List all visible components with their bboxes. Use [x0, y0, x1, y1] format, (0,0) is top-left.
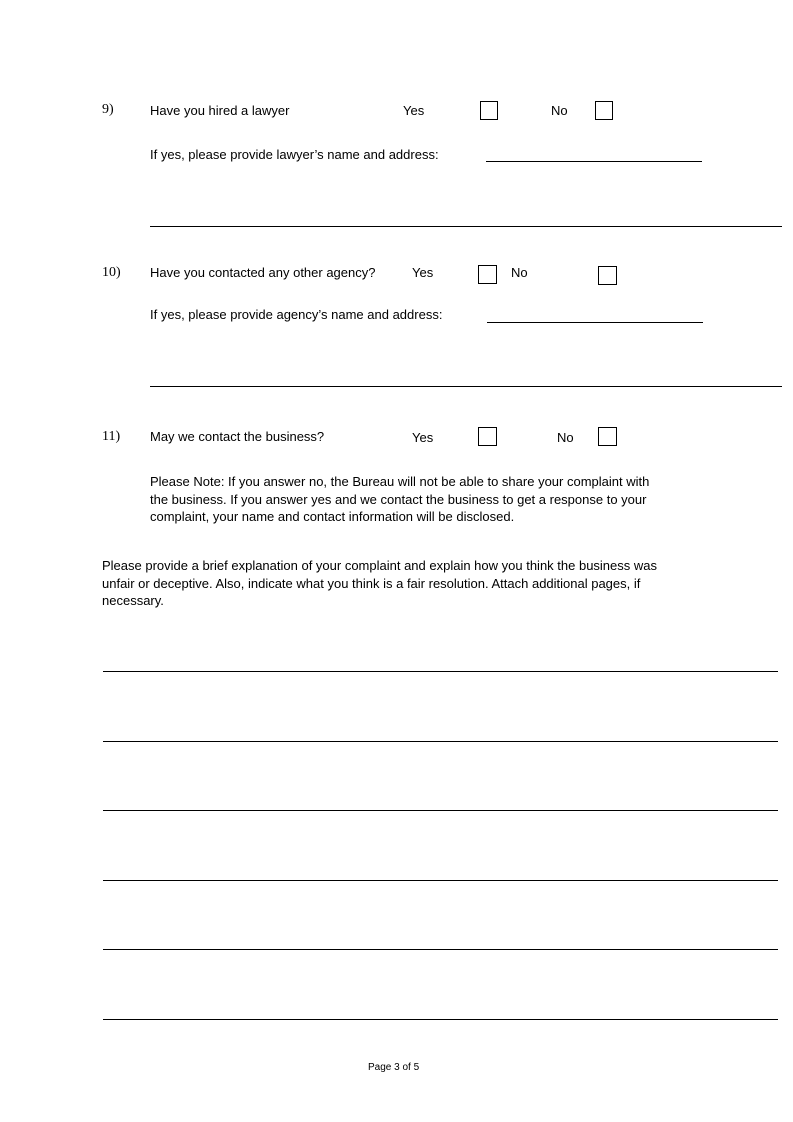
question-9-name-field[interactable]: [486, 161, 702, 162]
question-11-text: May we contact the business?: [150, 429, 325, 444]
question-10-text: Have you contacted any other agency?: [150, 265, 376, 280]
question-11-note: Please Note: If you answer no, the Bureau will not be able to share your complaint with the business. If you answer yes and we contact the business to get a response to your complaint, your name and contact information will be disclosed.: [150, 474, 650, 524]
explanation-line-3[interactable]: [103, 810, 778, 811]
question-9-yes-label: Yes: [403, 103, 425, 118]
question-10-yes-checkbox[interactable]: [478, 265, 497, 284]
explanation-line-1[interactable]: [103, 671, 778, 672]
question-9-address-field[interactable]: [150, 226, 782, 227]
explanation-line-5[interactable]: [103, 949, 778, 950]
question-10-name-field[interactable]: [487, 322, 703, 323]
question-11-no-label: No: [557, 430, 574, 445]
question-9-no-checkbox[interactable]: [595, 101, 613, 120]
question-11-no-checkbox[interactable]: [598, 427, 617, 446]
question-11-yes-label: Yes: [412, 430, 434, 445]
question-10-no-checkbox[interactable]: [598, 266, 617, 285]
question-9-yes-checkbox[interactable]: [480, 101, 498, 120]
question-10-address-field[interactable]: [150, 386, 782, 387]
question-9-number: 9): [102, 102, 114, 117]
question-10-no-label: No: [511, 265, 528, 280]
question-11-number: 11): [102, 429, 121, 444]
explanation-line-6[interactable]: [103, 1019, 778, 1020]
question-9-text: Have you hired a lawyer: [150, 103, 290, 118]
question-9-no-label: No: [551, 103, 568, 118]
explanation-line-4[interactable]: [103, 880, 778, 881]
question-11-yes-checkbox[interactable]: [478, 427, 497, 446]
page-number: Page 3 of 5: [368, 1062, 420, 1073]
question-9-followup: If yes, please provide lawyer’s name and address:: [150, 147, 439, 162]
explanation-line-2[interactable]: [103, 741, 778, 742]
explanation-prompt: Please provide a brief explanation of your complaint and explain how you think the business was unfair or deceptive. Also, indicate what you think is a fair resolution. Attach additional pages, if necessary.: [102, 558, 658, 608]
question-10-number: 10): [102, 265, 121, 280]
question-10-followup: If yes, please provide agency’s name and address:: [150, 307, 443, 322]
question-10-yes-label: Yes: [412, 265, 434, 280]
